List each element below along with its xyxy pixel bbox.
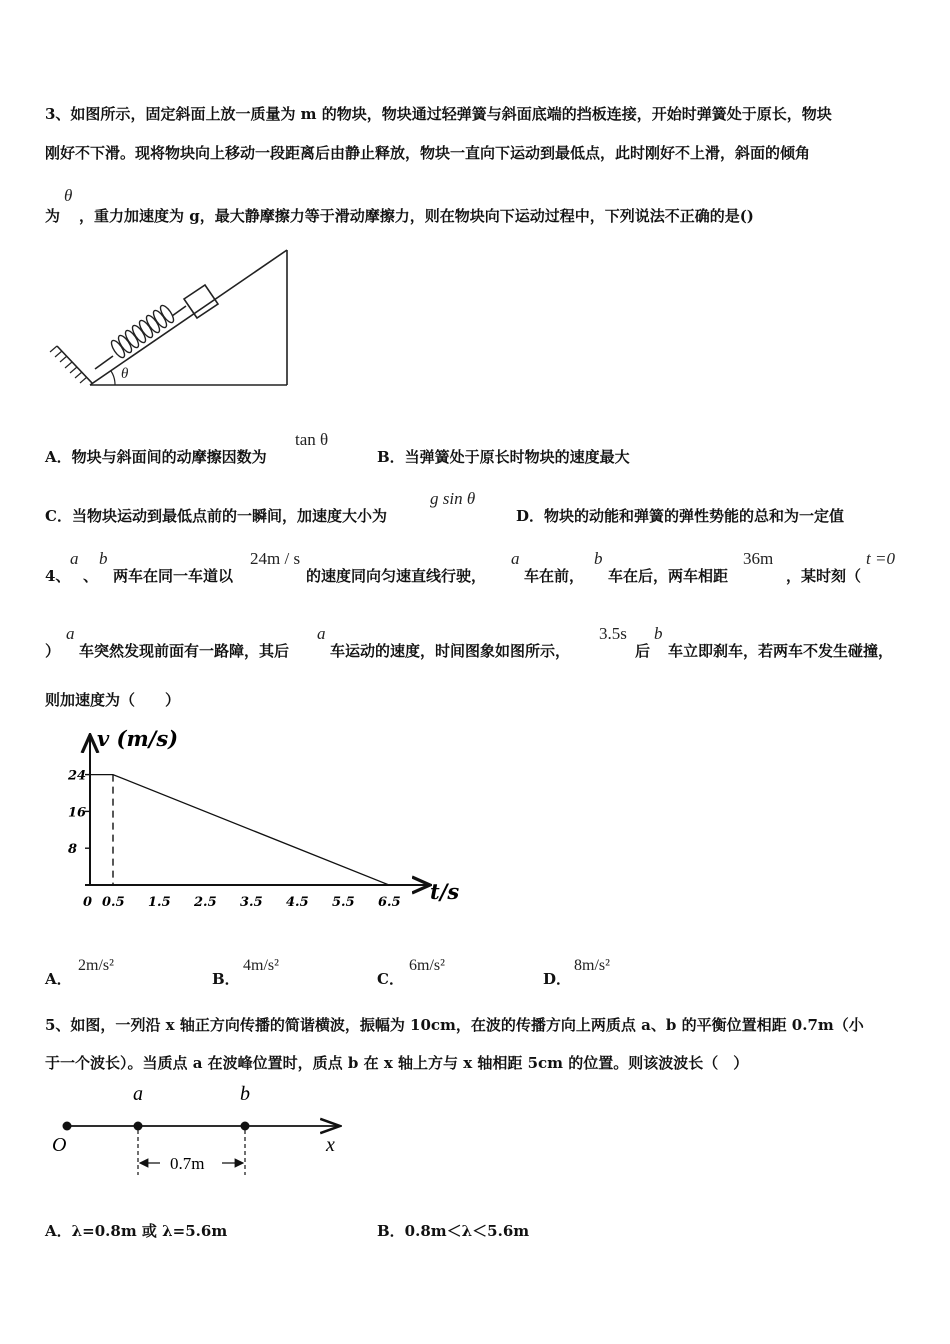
q3-option-b: B．当弹簧处于原长时物块的速度最大 bbox=[377, 448, 630, 466]
y-tick-label: 8 bbox=[68, 842, 78, 858]
q4-text-5: ，某时刻（ bbox=[786, 567, 862, 585]
q4-number: 4、 bbox=[45, 567, 71, 585]
q4-l2-text-4: 车立即刹车，若两车不发生碰撞， bbox=[668, 642, 894, 660]
q4-speed: 24m / s bbox=[250, 549, 301, 568]
q4-option-d-label: D． bbox=[543, 970, 572, 988]
q4-l2-var-a: a bbox=[66, 624, 75, 643]
q4-option-a-value: 2m/s² bbox=[78, 957, 114, 974]
q5-line-1: 5、如图，一列沿 x 轴正方向传播的简谐横波，振幅为 10cm，在波的传播方向上两质点 a、b 的平衡位置相距 0.7m（小 bbox=[45, 1016, 864, 1034]
x-tick-label: 1.5 bbox=[148, 895, 171, 910]
q3-line-1: 3、如图所示，固定斜面上放一质量为 m 的物块，物块通过轻弹簧与斜面底端的挡板连接，开始时弹簧处于原长，物块 bbox=[45, 105, 832, 123]
y-tick-label: 24 bbox=[68, 768, 87, 784]
q4-time: 3.5s bbox=[599, 624, 627, 643]
label-x-axis: x bbox=[326, 1134, 335, 1156]
q3-line-3: ，重力加速度为 g，最大静摩擦力等于滑动摩擦力，则在物块向下运动过程中，下列说法不正确的是() bbox=[79, 207, 754, 225]
q4-l2-var-a-2: a bbox=[317, 624, 326, 643]
q4-line-3: 则加速度为（ ） bbox=[45, 691, 181, 709]
q3-option-a: A．物块与斜面间的动摩擦因数为 bbox=[45, 448, 267, 466]
q4-var-a-2: a bbox=[511, 549, 520, 568]
q4-var-b: b bbox=[99, 549, 108, 568]
q3-option-a-math: tan θ bbox=[295, 430, 329, 449]
point-a bbox=[134, 1122, 143, 1131]
incline-angle-label: θ bbox=[121, 366, 129, 382]
x-tick-label: 5.5 bbox=[332, 895, 355, 910]
q4-text-3: 车在前， bbox=[524, 567, 585, 585]
q4-var-b-2: b bbox=[594, 549, 603, 568]
q4-option-b-label: B． bbox=[212, 970, 240, 988]
q5-line-2: 于一个波长）。当质点 a 在波峰位置时，质点 b 在 x 轴上方与 x 轴相距 5cm 的位置。则该波波长（ ） bbox=[45, 1054, 749, 1072]
q3-theta-symbol: θ bbox=[64, 186, 73, 205]
q4-t-zero: t =0 bbox=[866, 549, 895, 568]
label-origin: O bbox=[52, 1134, 67, 1156]
x-tick-label: 3.5 bbox=[240, 895, 263, 910]
x-tick-label: 0.5 bbox=[102, 895, 125, 910]
point-b bbox=[241, 1122, 250, 1131]
q4-l2-text-3: 后 bbox=[635, 642, 651, 660]
q3-line-2: 刚好不下滑。现将物块向上移动一段距离后由静止释放，物块一直向下运动到最低点，此时刚好不上滑，斜面的倾角 bbox=[45, 144, 811, 162]
q5-option-b: B．0.8m＜λ＜5.6m bbox=[377, 1222, 530, 1240]
x-tick-label: 2.5 bbox=[194, 895, 217, 910]
label-b: b bbox=[240, 1083, 250, 1105]
origin-point bbox=[63, 1122, 72, 1131]
q4-separator: 、 bbox=[83, 567, 99, 585]
q5-option-a: A．λ=0.8m 或 λ=5.6m bbox=[45, 1222, 228, 1240]
q4-l2-text-1: 车突然发现前面有一路障，其后 bbox=[79, 642, 290, 660]
q3-option-d: D．物块的动能和弹簧的弹性势能的总和为一定值 bbox=[516, 507, 845, 525]
q4-text-2: 的速度同向匀速直线行驶， bbox=[306, 567, 487, 585]
q4-text-1: 两车在同一车道以 bbox=[113, 567, 234, 585]
q4-l2-text-2: 车运动的速度，时间图象如图所示， bbox=[330, 642, 571, 660]
q4-option-d-value: 8m/s² bbox=[574, 957, 610, 974]
q4-option-b-value: 4m/s² bbox=[243, 957, 279, 974]
q3-line-3-pre: 为 bbox=[45, 207, 61, 225]
x-tick-label: 4.5 bbox=[286, 895, 309, 910]
y-tick-label: 16 bbox=[68, 805, 87, 821]
q4-text-4: 车在后，两车相距 bbox=[608, 567, 729, 585]
q4-option-c-label: C． bbox=[377, 970, 404, 988]
q4-l2-paren: ） bbox=[45, 642, 61, 660]
x-tick-label: 6.5 bbox=[378, 895, 401, 910]
label-distance: 0.7m bbox=[170, 1154, 205, 1173]
q4-distance: 36m bbox=[743, 549, 774, 568]
q4-var-a: a bbox=[70, 549, 79, 568]
q3-option-c: C．当物块运动到最低点前的一瞬间，加速度大小为 bbox=[45, 507, 387, 525]
q3-option-c-math: g sin θ bbox=[430, 489, 476, 508]
q4-l2-var-b: b bbox=[654, 624, 663, 643]
q4-option-c-value: 6m/s² bbox=[409, 957, 445, 974]
label-a: a bbox=[133, 1083, 143, 1105]
x-tick-label: 0 bbox=[83, 895, 93, 910]
chart-y-label: v (m/s) bbox=[97, 726, 179, 751]
q4-option-a-label: A． bbox=[45, 970, 72, 988]
chart-x-label: t/s bbox=[430, 879, 460, 904]
